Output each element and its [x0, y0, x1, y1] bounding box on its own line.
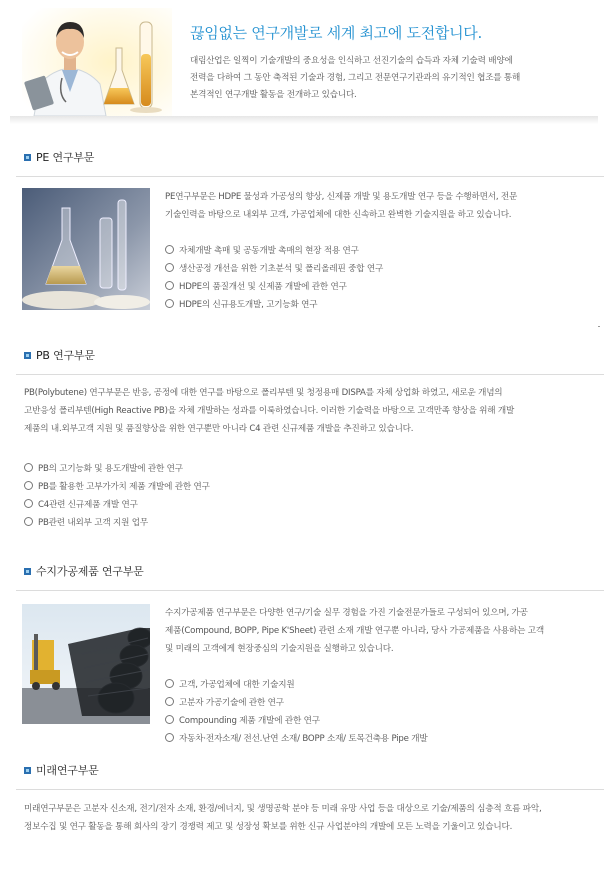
- circle-bullet-icon: [165, 715, 174, 724]
- square-bullet-icon: [24, 154, 31, 161]
- pipes-photo: [22, 604, 150, 724]
- circle-bullet-icon: [165, 697, 174, 706]
- list-item-text: Compounding 제품 개발에 관한 연구: [179, 716, 320, 726]
- circle-bullet-icon: [24, 517, 33, 526]
- pb-description-line: PB(Polybutene) 연구부문은 반응, 공정에 대한 연구를 바탕으로 폴리부텐 및 청정용매 DISPA를 자체 상업화 하였고, 새로운 개념의: [24, 388, 503, 398]
- section-title: PE 연구부문: [36, 151, 95, 164]
- hero-image: [22, 8, 172, 116]
- section-heading-pb: [24, 346, 95, 364]
- list-item: [165, 712, 428, 730]
- intro-line: 본격적인 연구개발 활동을 전개하고 있습니다.: [190, 90, 357, 100]
- list-item: [24, 460, 210, 478]
- circle-bullet-icon: [24, 481, 33, 490]
- pe-research-list: [165, 242, 383, 314]
- list-item: [24, 478, 210, 496]
- square-bullet-icon: [24, 568, 31, 575]
- circle-bullet-icon: [165, 281, 174, 290]
- list-item: [165, 296, 383, 314]
- pe-description-line: PE연구부문은 HDPE 물성과 가공성의 향상, 신제품 개발 및 용도개발 연구 등을 수행하면서, 전문: [165, 192, 518, 202]
- list-item-text: 자체개발 촉매 및 공동개발 촉매의 현장 적용 연구: [179, 246, 359, 256]
- future-description-line: 미래연구부문은 고분자 신소재, 전기/전자 소재, 환경/에너지, 및 생명공학 분야 등 미래 유망 사업 등을 대상으로 기술/제품의 심층적 흐름 파악,: [24, 804, 542, 814]
- resin-description-line: 수지가공제품 연구부문은 다양한 연구/기술 실무 경험을 가진 기술전문가들로 구성되어 있으며, 가공: [165, 608, 528, 618]
- list-item-text: PB를 활용한 고부가가치 제품 개발에 관한 연구: [38, 482, 210, 492]
- section-title: PB 연구부문: [36, 349, 95, 362]
- circle-bullet-icon: [165, 245, 174, 254]
- resin-research-list: [165, 676, 428, 748]
- page-title: 끊임없는 연구개발로 세계 최고에 도전합니다.: [190, 24, 482, 42]
- section-heading-pe: [24, 148, 94, 166]
- circle-bullet-icon: [165, 263, 174, 272]
- list-item: [24, 514, 210, 532]
- header-divider: [10, 116, 598, 124]
- section-divider: [16, 590, 604, 591]
- future-description: [24, 800, 541, 836]
- section-divider: [16, 374, 604, 375]
- section-title: 미래연구부문: [36, 764, 99, 777]
- square-bullet-icon: [24, 352, 31, 359]
- list-item-text: PB의 고기능화 및 용도개발에 관한 연구: [38, 464, 183, 474]
- circle-bullet-icon: [165, 299, 174, 308]
- list-item: [165, 278, 383, 296]
- list-item: [165, 242, 383, 260]
- resin-description-line: 및 미래의 고객에게 현장중심의 기술지원을 실행하고 있습니다.: [165, 644, 394, 654]
- pe-lab-photo: [22, 188, 150, 310]
- list-item-text: PB관련 내외부 고객 지원 업무: [38, 518, 148, 528]
- future-description-line: 정보수집 및 연구 활동을 통해 회사의 장기 경쟁력 제고 및 성장성 확보를 위한 신규 사업분야의 개발에 모든 노력을 기울이고 있습니다.: [24, 822, 513, 832]
- list-item: [24, 496, 210, 514]
- list-item-text: HDPE의 품질개선 및 신제품 개발에 관한 연구: [179, 282, 347, 292]
- resin-description-line: 제품(Compound, BOPP, Pipe K'Sheet) 관련 소재 개발 연구뿐 아니라, 당사 가공제품을 사용하는 고객: [165, 626, 544, 636]
- list-item-text: 고객, 가공업체에 대한 기술지원: [179, 680, 295, 690]
- list-item: [165, 260, 383, 278]
- list-item: [165, 694, 428, 712]
- resin-description: [165, 604, 544, 658]
- list-item-text: 자동차·전자소재/ 전선.난연 소재/ BOPP 소재/ 토목건축용 Pipe 개발: [179, 734, 428, 744]
- pe-description: [165, 188, 517, 224]
- pb-description: [24, 384, 514, 438]
- list-item: [165, 730, 428, 748]
- section-divider: [16, 789, 604, 790]
- circle-bullet-icon: [24, 499, 33, 508]
- pb-description-line: 고반응성 폴리부텐(High Reactive PB)을 자체 개발하는 성과를 이룩하였습니다. 이러한 기술력을 바탕으로 고객만족 향상을 위해 개발: [24, 406, 515, 416]
- list-item-text: 생산공정 개선을 위한 기초분석 및 폴리올레핀 중합 연구: [179, 264, 384, 274]
- intro-paragraph: [190, 53, 590, 104]
- section-title: 수지가공제품 연구부문: [36, 565, 144, 578]
- circle-bullet-icon: [165, 733, 174, 742]
- pb-research-list: [24, 460, 210, 532]
- section-divider: [16, 176, 604, 177]
- list-item-text: C4관련 신규제품 개발 연구: [38, 500, 138, 510]
- intro-line: 전력을 다하여 그 동안 축적된 기술과 경험, 그리고 전문연구기관과의 유기적인 협조를 통해: [190, 73, 521, 83]
- pb-description-line: 제품의 내.외부고객 지원 및 품질향상을 위한 연구뿐만 아니라 C4 관련 신규제품 개발을 추진하고 있습니다.: [24, 424, 414, 434]
- list-item-text: 고분자 가공기술에 관한 연구: [179, 698, 284, 708]
- section-heading-future: [24, 761, 99, 779]
- circle-bullet-icon: [165, 679, 174, 688]
- square-bullet-icon: [24, 767, 31, 774]
- pe-description-line: 기술인력을 바탕으로 내외부 고객, 가공업체에 대한 신속하고 완벽한 기술지원을 하고 있습니다.: [165, 210, 512, 220]
- circle-bullet-icon: [24, 463, 33, 472]
- stray-dot: [598, 326, 600, 327]
- intro-line: 대림산업은 일찍이 기술개발의 중요성을 인식하고 선진기술의 습득과 자체 기술력 배양에: [190, 56, 513, 66]
- section-heading-resin-products: [24, 562, 144, 580]
- list-item: [165, 676, 428, 694]
- list-item-text: HDPE의 신규용도개발, 고기능화 연구: [179, 300, 318, 310]
